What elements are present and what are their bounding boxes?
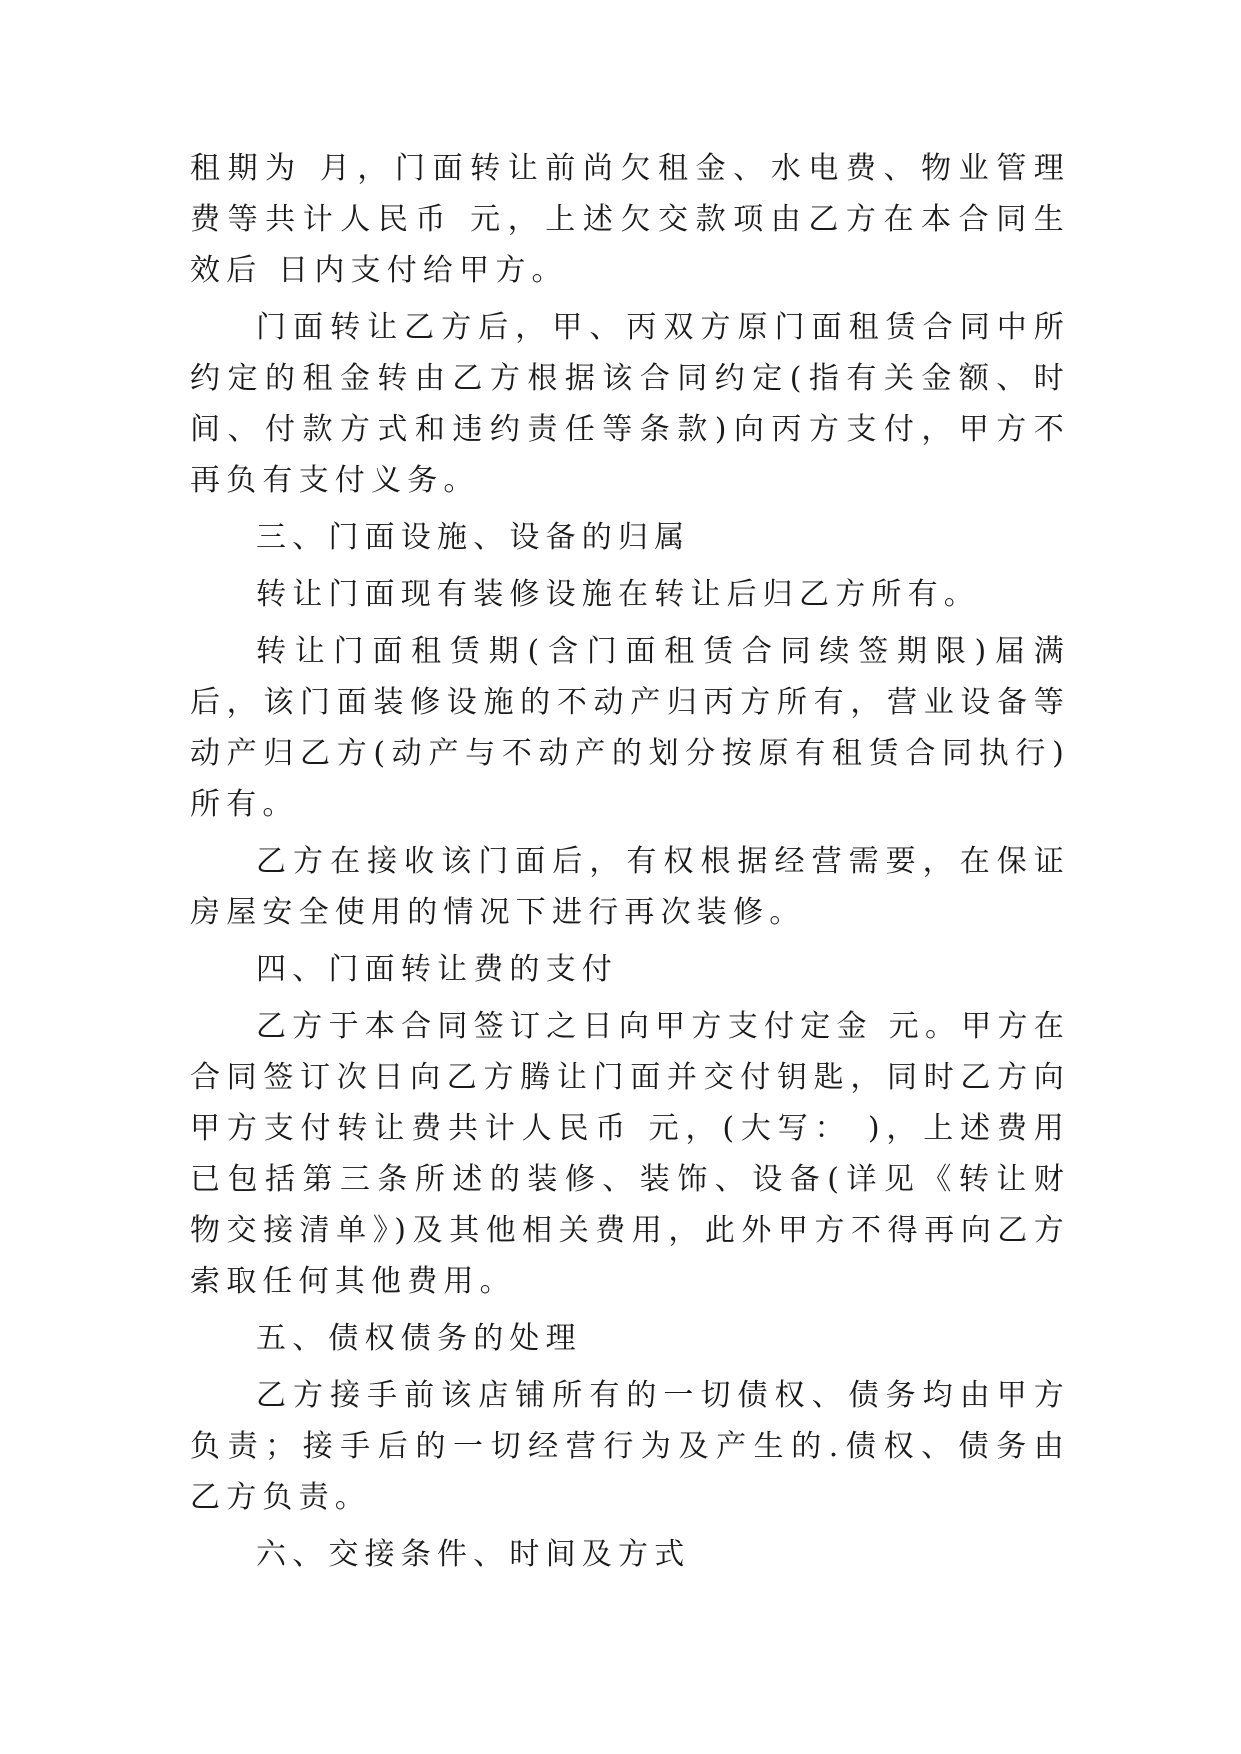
document-page <box>190 143 1070 1580</box>
section-heading-4: 四、门面转让费的支付 <box>256 952 618 987</box>
paragraph-debts: 乙方接手前该店铺所有的一切债权、债务均由甲方负责；接手后的一切经营行为及产生的.债权、债务由乙方负责。 <box>190 1378 1070 1515</box>
section-heading-3: 三、门面设施、设备的归属 <box>256 520 691 555</box>
paragraph-lease-expiry: 转让门面租赁期(含门面租赁合同续签期限)届满后，该门面装修设施的不动产归丙方所有，营业设备等动产归乙方(动产与不动产的划分按原有租赁合同执行)所有。 <box>190 634 1070 822</box>
paragraph-rent-arrears: 租期为 月，门面转让前尚欠租金、水电费、物业管理费等共计人民币 元，上述欠交款项由乙方在本合同生效后 日内支付给甲方。 <box>190 151 1070 288</box>
paragraph-redecoration: 乙方在接收该门面后，有权根据经营需要，在保证房屋安全使用的情况下进行再次装修。 <box>190 844 1070 930</box>
section-heading-6: 六、交接条件、时间及方式 <box>256 1537 691 1572</box>
section-heading-5: 五、债权债务的处理 <box>256 1321 582 1356</box>
paragraph-rent-transfer: 门面转让乙方后，甲、丙双方原门面租赁合同中所约定的租金转由乙方根据该合同约定(指有关金额、时间、付款方式和违约责任等条款)向丙方支付，甲方不再负有支付义务。 <box>190 310 1070 498</box>
paragraph-decoration-ownership: 转让门面现有装修设施在转让后归乙方所有。 <box>256 577 980 612</box>
paragraph-fee-payment: 乙方于本合同签订之日向甲方支付定金 元。甲方在合同签订次日向乙方腾让门面并交付钥匙，同时乙方向甲方支付转让费共计人民币 元，(大写： )，上述费用已包括第三条所述的装修、装饰、设备(详见《转让财物交接清单》)及其他相关费用，此外甲方不得再向乙方索取任何其他费用。 <box>190 1009 1070 1299</box>
